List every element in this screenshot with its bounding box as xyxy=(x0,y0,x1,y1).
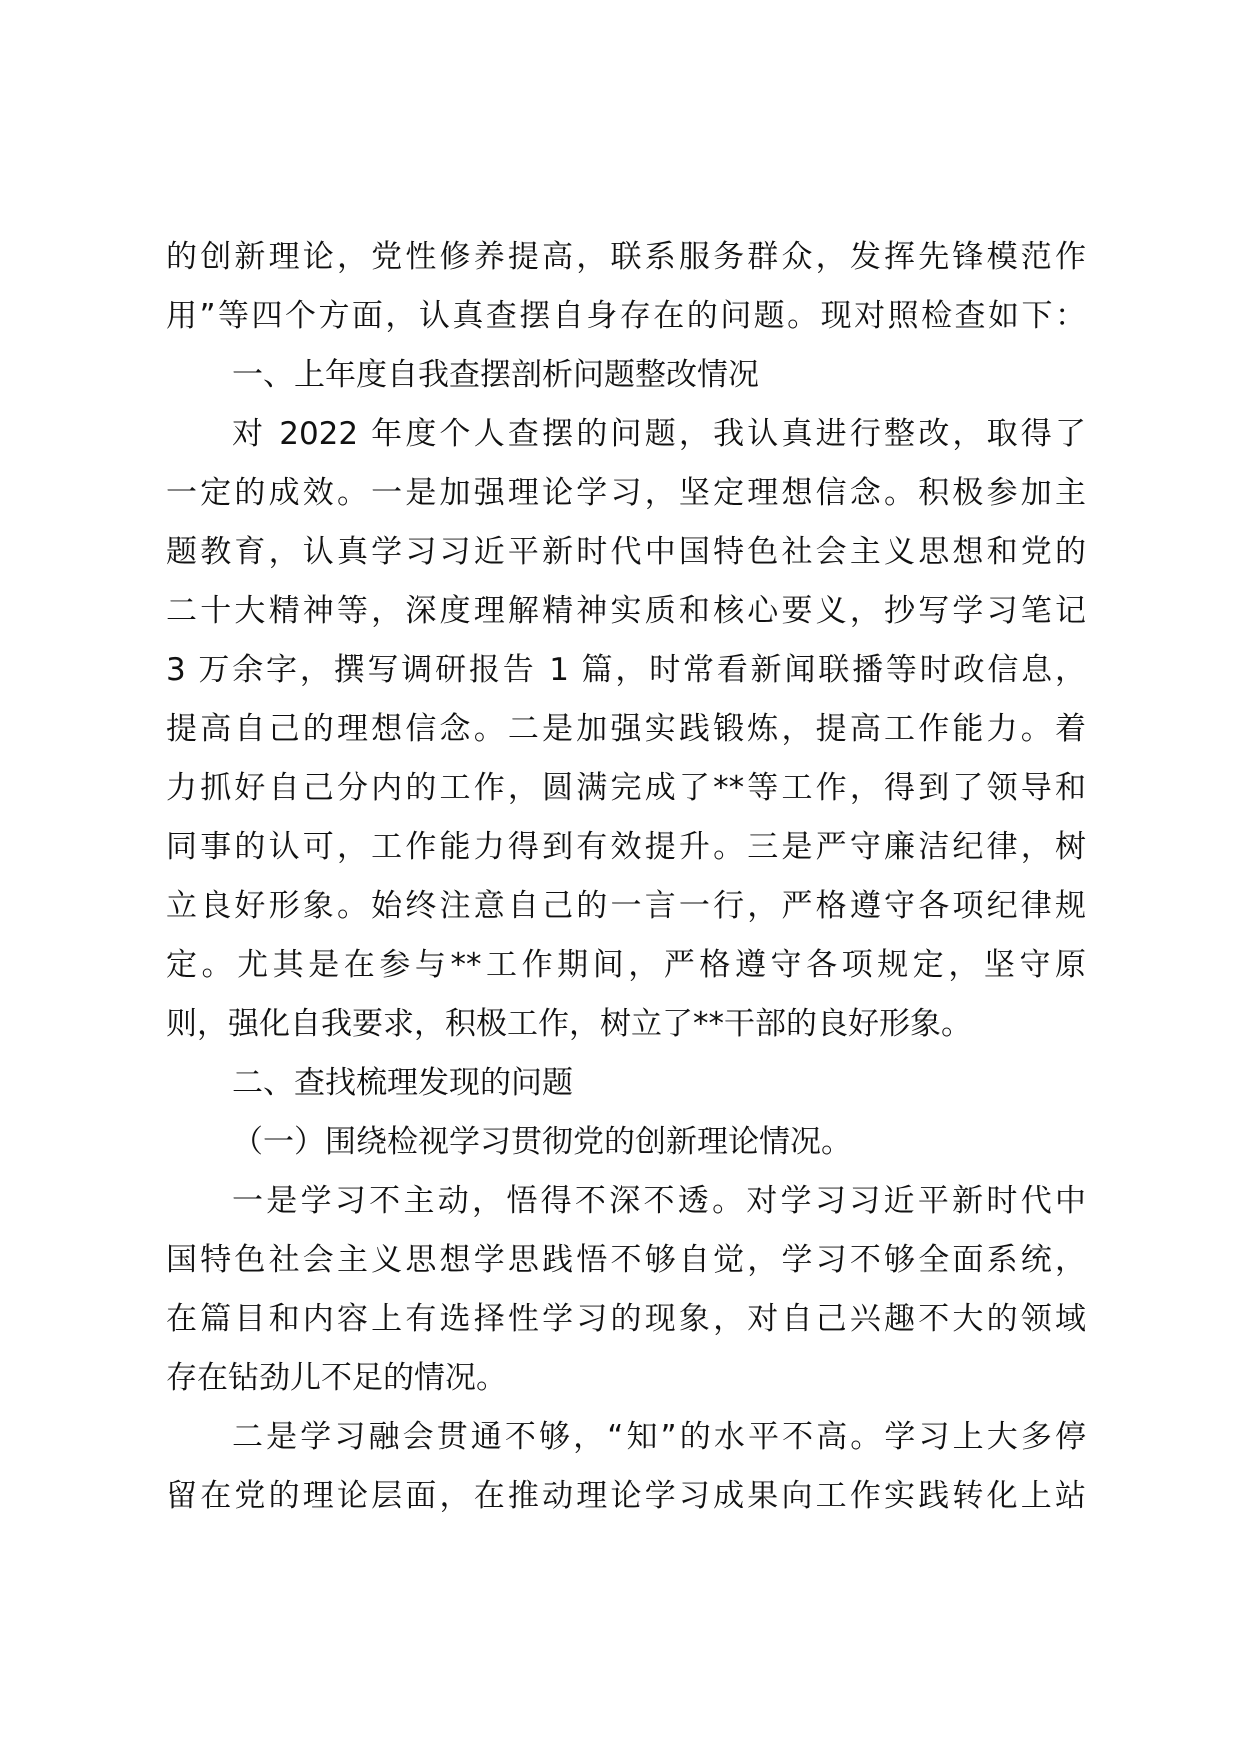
text-line: 同事的认可，工作能力得到有效提升。三是严守廉洁纪律，树 xyxy=(166,829,1086,865)
text-line: （一）围绕检视学习贯彻党的创新理论情况。 xyxy=(232,1124,852,1160)
text-line: 国特色社会主义思想学思践悟不够自觉，学习不够全面系统， xyxy=(166,1242,1086,1278)
text-line: 力抓好自己分内的工作，圆满完成了**等工作，得到了领导和 xyxy=(166,770,1086,806)
text-line: 一是学习不主动，悟得不深不透。对学习习近平新时代中 xyxy=(232,1183,1086,1219)
text-line: 留在党的理论层面，在推动理论学习成果向工作实践转化上站 xyxy=(166,1478,1086,1514)
text-line: 则，强化自我要求，积极工作，树立了**干部的良好形象。 xyxy=(166,1006,972,1042)
text-line: 一、上年度自我查摆剖析问题整改情况 xyxy=(232,357,759,393)
text-line: 3 万余字，撰写调研报告 1 篇，时常看新闻联播等时政信息， xyxy=(166,652,1086,688)
text-line: 用”等四个方面，认真查摆自身存在的问题。现对照检查如下： xyxy=(166,298,1086,334)
text-line: 存在钻劲儿不足的情况。 xyxy=(166,1360,507,1396)
text-line: 二、查找梳理发现的问题 xyxy=(232,1065,573,1101)
text-line: 二十大精神等，深度理解精神实质和核心要义，抄写学习笔记 xyxy=(166,593,1086,629)
text-line: 提高自己的理想信念。二是加强实践锻炼，提高工作能力。着 xyxy=(166,711,1086,747)
text-line: 题教育，认真学习习近平新时代中国特色社会主义思想和党的 xyxy=(166,534,1086,570)
text-line: 一定的成效。一是加强理论学习，坚定理想信念。积极参加主 xyxy=(166,475,1086,511)
text-line: 二是学习融会贯通不够，“知”的水平不高。学习上大多停 xyxy=(232,1419,1086,1455)
text-line: 对 2022 年度个人查摆的问题，我认真进行整改，取得了 xyxy=(232,416,1086,452)
text-line: 立良好形象。始终注意自己的一言一行，严格遵守各项纪律规 xyxy=(166,888,1086,924)
document-body xyxy=(166,228,1086,1526)
text-line: 在篇目和内容上有选择性学习的现象，对自己兴趣不大的领域 xyxy=(166,1301,1086,1337)
text-line: 的创新理论，党性修养提高，联系服务群众，发挥先锋模范作 xyxy=(166,239,1086,275)
text-line: 定。尤其是在参与**工作期间，严格遵守各项规定，坚守原 xyxy=(166,947,1086,983)
